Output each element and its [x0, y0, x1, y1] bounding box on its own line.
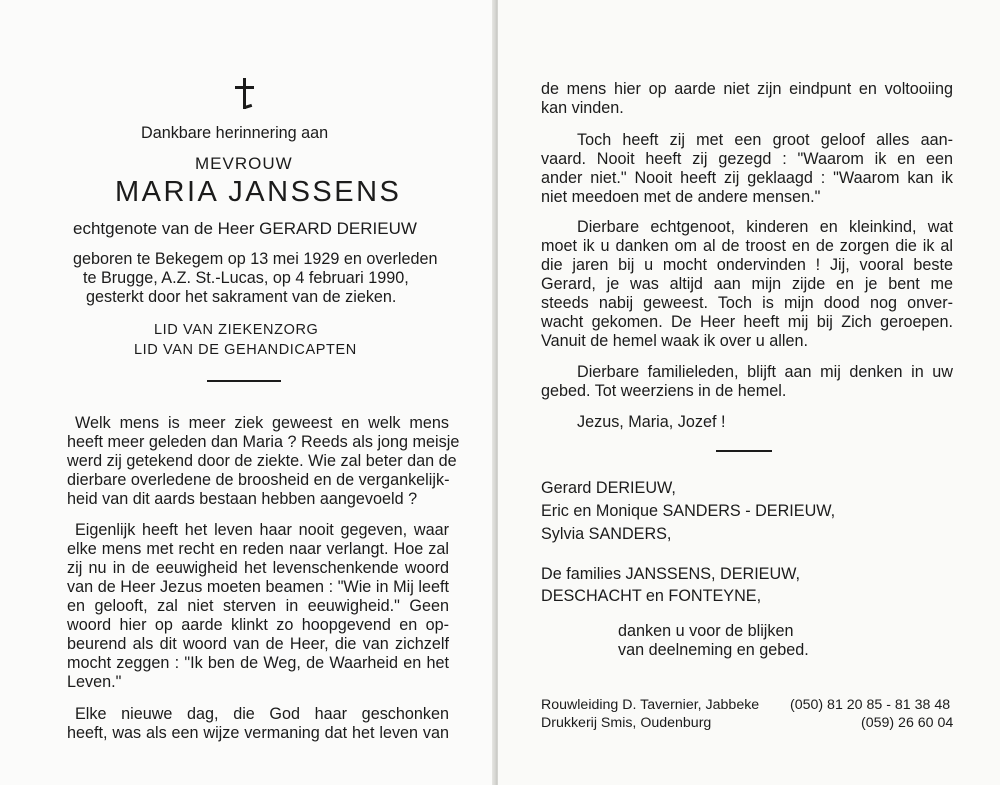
- funeral-director-phone: (050) 81 20 85 - 81 38 48: [790, 697, 951, 713]
- paragraph-4-line: vaard. Nooit heeft zij gezegd : "Waarom ik en een: [541, 150, 953, 168]
- cross-icon: [232, 78, 258, 112]
- paragraph-1-line: werd zij getekend door de ziekte. Wie zal beter dan de: [67, 452, 457, 470]
- paragraph-2-line: zij nu in de eeuwigheid het levenschenkende woord: [67, 559, 449, 577]
- paragraph-3-line: Elke nieuwe dag, die God haar geschonken: [75, 705, 449, 723]
- title-mevrouw: MEVROUW: [195, 154, 293, 173]
- paragraph-5-line: Vanuit de hemel waak ik over u allen.: [541, 332, 808, 350]
- family-member: Eric en Monique SANDERS - DERIEUW,: [541, 502, 836, 520]
- paragraph-6-line: Dierbare familieleden, blijft aan mij denken in uw: [577, 363, 953, 381]
- printer-phone: (059) 26 60 04: [861, 715, 954, 731]
- continuation-line: kan vinden.: [541, 99, 624, 117]
- paragraph-1-line: dierbare overledene de broosheid en de vergankelijk-: [67, 471, 450, 489]
- paragraph-2-line: beurend als dit woord van de Heer, die van zichzelf: [67, 635, 449, 653]
- continuation-line: de mens hier op aarde niet zijn eindpunt en voltooiing: [541, 80, 953, 98]
- paragraph-1-line: heeft meer geleden dan Maria ? Reeds als jong meisje: [67, 433, 460, 451]
- divider-right: [716, 450, 772, 452]
- birth-line-3: gesterkt door het sakrament van de zieken.: [86, 288, 397, 306]
- birth-line-1: geboren te Bekegem op 13 mei 1929 en overleden: [73, 250, 438, 268]
- paragraph-6-line: gebed. Tot weerziens in de hemel.: [541, 382, 787, 400]
- left-page: [0, 0, 494, 785]
- paragraph-5-line: Gerard, je was altijd aan mijn zijde en je bent me: [541, 275, 953, 293]
- paragraph-3-line: heeft, was als een wijze vermaning dat het leven van: [67, 724, 449, 742]
- paragraph-5-line: moet ik u danken om al de troost en de zorgen die ik al: [541, 237, 953, 255]
- families-line: DESCHACHT en FONTEYNE,: [541, 587, 762, 605]
- paragraph-2-line: woord hier op aarde klinkt zo hoopgevend en op-: [67, 616, 449, 634]
- paragraph-5-line: Dierbare echtgenoot, kinderen en kleinkind, wat: [577, 218, 953, 236]
- family-member: Gerard DERIEUW,: [541, 479, 676, 497]
- funeral-director-name: Rouwleiding D. Tavernier, Jabbeke: [541, 697, 760, 713]
- paragraph-4-line: Toch heeft zij met een groot geloof alles aan-: [577, 131, 953, 149]
- divider-left: [207, 380, 281, 382]
- paragraph-2-line: Leven.": [67, 673, 122, 691]
- membership-2: LID VAN DE GEHANDICAPTEN: [134, 342, 357, 358]
- paragraph-1-line: Welk mens is meer ziek geweest en welk mens: [75, 414, 449, 432]
- printer-name: Drukkerij Smis, Oudenburg: [541, 715, 712, 731]
- paragraph-5-line: steeds nabij geweest. Toch is mijn dood nog onver-: [541, 294, 953, 312]
- prayer-line: Jezus, Maria, Jozef !: [577, 413, 726, 431]
- deceased-name: MARIA JANSSENS: [115, 176, 402, 208]
- paragraph-2-line: en gelooft, zal niet sterven in eeuwigheid." Geen: [67, 597, 449, 615]
- right-page: [498, 0, 1000, 785]
- paragraph-2-line: elke mens met recht en reden naar verlangt. Hoe zal: [67, 540, 449, 558]
- thanks-line: van deelneming en gebed.: [618, 641, 809, 659]
- paragraph-2-line: van de Heer Jezus moeten beamen : "Wie in Mij leeft: [67, 578, 449, 596]
- paragraph-1-line: heid van dit aards bestaan hebben aangevoeld ?: [67, 490, 418, 508]
- families-line: De families JANSSENS, DERIEUW,: [541, 565, 801, 583]
- paragraph-4-line: ander niet." Nooit heeft zij geklaagd : "Waarom kan ik: [541, 169, 953, 187]
- intro-line: Dankbare herinnering aan: [141, 124, 329, 142]
- membership-1: LID VAN ZIEKENZORG: [154, 322, 319, 338]
- spouse-line: echtgenote van de Heer GERARD DERIEUW: [73, 219, 417, 238]
- paragraph-5-line: die jaren bij u mocht ondervinden ! Jij, vooral beste: [541, 256, 953, 274]
- paragraph-2-line: mocht zeggen : "Ik ben de Weg, de Waarheid en het: [67, 654, 449, 672]
- thanks-line: danken u voor de blijken: [618, 622, 794, 640]
- paragraph-4-line: niet meedoen met de andere mensen.": [541, 188, 821, 206]
- paragraph-5-line: wacht gekomen. De Heer heeft mij bij Zich geroepen.: [541, 313, 953, 331]
- paragraph-2-line: Eigenlijk heeft het leven haar nooit gegeven, waar: [75, 521, 449, 539]
- family-member: Sylvia SANDERS,: [541, 525, 672, 543]
- birth-line-2: te Brugge, A.Z. St.-Lucas, op 4 februari 1990,: [83, 269, 409, 287]
